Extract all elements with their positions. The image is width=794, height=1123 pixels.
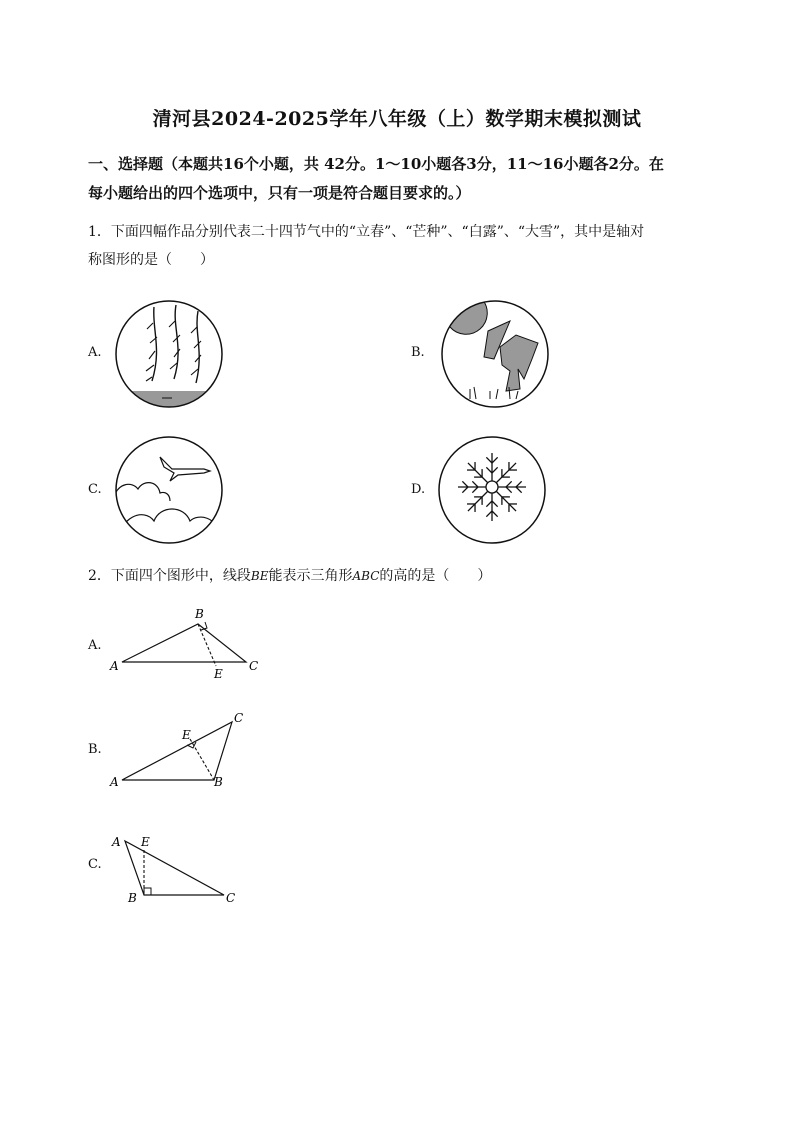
snowflake-branch (492, 457, 498, 463)
q2-prefix: 2．下面四个图形中，线段 (88, 568, 251, 584)
page-title: 清河县2024-2025学年八年级（上）数学期末模拟测试 (152, 108, 642, 130)
point-label-c: C (226, 891, 236, 905)
q2-figure-a (108, 604, 268, 684)
snowflake-branch (506, 481, 512, 487)
question-1 (88, 218, 708, 274)
point-label-e: E (214, 667, 223, 681)
snowflake-branch (516, 487, 522, 493)
point-label-e: E (182, 728, 191, 742)
triangle-abc (125, 841, 224, 895)
q2-figure-c (108, 830, 268, 910)
q1-option-b-label[interactable]: B. (411, 345, 425, 360)
point-label-c: C (234, 711, 244, 725)
snowflake-arm (496, 463, 516, 483)
point-label-a: A (112, 835, 121, 849)
snowflake-arm (468, 463, 488, 483)
snowflake-branch (492, 467, 498, 473)
right-angle-mark (144, 888, 151, 895)
section-heading-line1: 一、选择题（本题共16个小题，共 42分。1～10小题各3分，11～16小题各2分。在 (88, 155, 664, 173)
triangle-abc (122, 722, 232, 780)
section-heading-line2: 每小题给出的四个选项中，只有一项是符合题目要求的。） (88, 184, 471, 202)
q2-option-a-label[interactable]: A. (88, 638, 102, 653)
snowflake-branch (486, 511, 492, 517)
snowflake-branch (472, 481, 478, 487)
point-label-b: B (214, 775, 223, 789)
section-heading (88, 150, 708, 208)
snowflake-branch (486, 467, 492, 473)
q2-option-b-label[interactable]: B. (88, 742, 102, 757)
willow-icon (114, 299, 224, 409)
q2-suffix: 的高的是（ ） (379, 568, 492, 584)
snowflake-branch (486, 501, 492, 507)
q2-middle: 能表示三角形 (268, 568, 353, 584)
point-label-c: C (249, 659, 259, 673)
snowflake-branch (492, 511, 498, 517)
triangle-abc (122, 624, 246, 662)
question-1-line2: 称图形的是（ ） (88, 252, 214, 268)
snowflake-branch (492, 501, 498, 507)
snowflake-branch (486, 457, 492, 463)
point-label-a: A (110, 775, 119, 789)
point-label-e: E (141, 835, 150, 849)
q2-triangle: ABC (352, 569, 380, 583)
snowflake-arm (496, 491, 516, 511)
question-1-line1: 1．下面四幅作品分别代表二十四节气中的“立春”、“芒种”、“白露”、“大雪”，其中是轴对 (88, 224, 645, 240)
elephant-moon-icon (440, 299, 550, 409)
snowflake-branch (462, 487, 468, 493)
snowflake-branch (472, 487, 478, 493)
question-2 (88, 562, 708, 590)
q2-option-c-label[interactable]: C. (88, 857, 102, 872)
right-angle-mark (201, 622, 207, 630)
snowflake-icon (437, 435, 547, 545)
bird-clouds-icon (114, 435, 224, 545)
segment-be (190, 739, 214, 780)
point-label-b: B (195, 607, 204, 621)
snowflake-arm (468, 491, 488, 511)
point-label-b: B (128, 891, 137, 905)
snowflake-branch (506, 487, 512, 493)
q1-option-d-label[interactable]: D. (411, 482, 426, 497)
segment-be (198, 624, 216, 666)
snowflake-branch (462, 481, 468, 487)
q2-segment: BE (250, 569, 269, 583)
point-label-a: A (110, 659, 119, 673)
q1-option-a-label[interactable]: A. (88, 345, 102, 360)
q2-figure-b (108, 704, 268, 794)
q1-option-c-label[interactable]: C. (88, 482, 102, 497)
snowflake-branch (516, 481, 522, 487)
